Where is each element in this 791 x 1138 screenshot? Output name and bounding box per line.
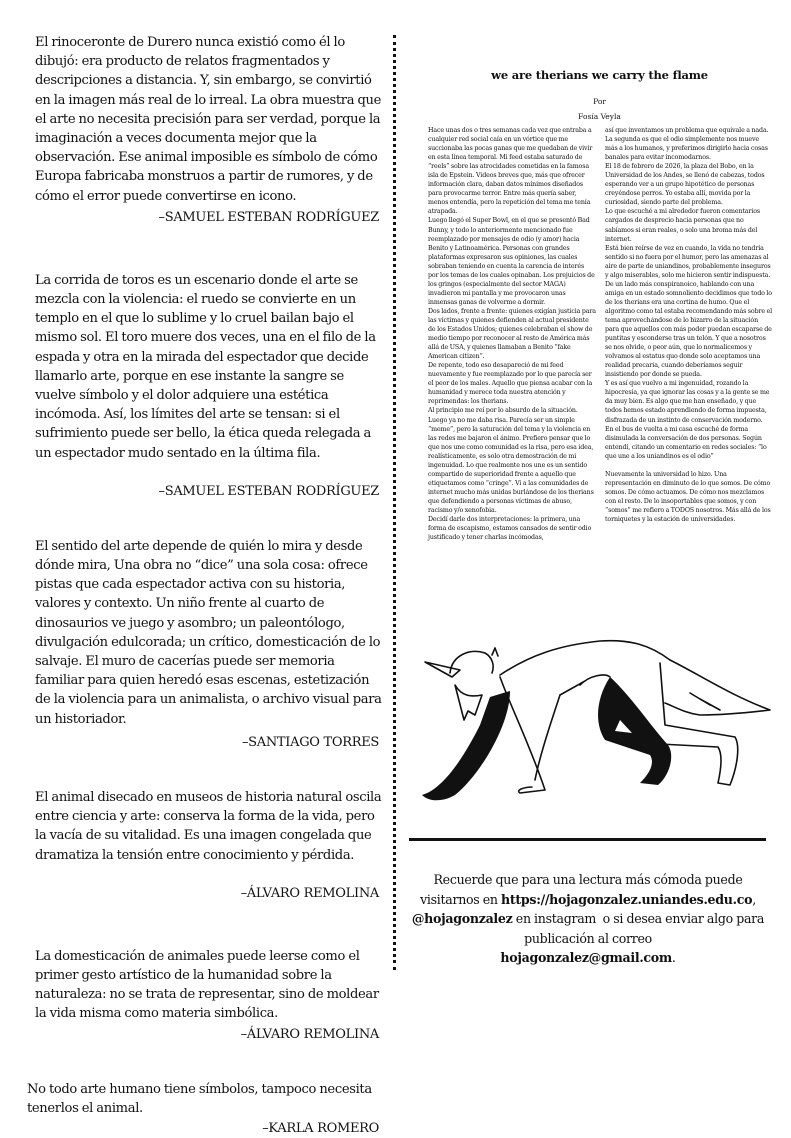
article-title: we are therians we carry the flame xyxy=(491,68,708,82)
paragraph: Y es así que vuelvo a mi ingenuidad, rozando la hipocresía, ya que ignorar las cosas y a la gente se me da muy bien. Es algo que me han enseñado, y que todos hemos estado aprendiendo de forma impuesta, disfrazada de un instinto de conservación moderno. xyxy=(605,380,770,424)
visit-prefix: visitarnos en xyxy=(420,891,502,907)
dark-leg xyxy=(598,677,671,785)
quote-text: No todo arte humano tiene símbolos, tampoco necesita tenerlos el animal. xyxy=(27,1081,372,1116)
quote-text: La domesticación de animales puede leerse como el primer gesto artístico de la humanidad sobre la naturaleza: no se trata de representar, sino de moldear la vida misma como materia simbólica. xyxy=(35,948,379,1022)
comma: , xyxy=(752,891,756,907)
quote-author: –SAMUEL ESTEBAN RODRÍGUEZ xyxy=(158,483,379,499)
footer-line-4: publicación al correo xyxy=(524,930,652,946)
article-body xyxy=(428,126,773,542)
paragraph: Luego llegó el Super Bowl, en el que se presentó Bad Bunny, y todo lo anteriormente mencionado fue reemplazado por mensajes de odio (y amor) hacia Benito y Latinoamérica. Personas con grandes plataformas expresaron sus opiniones, las cuales sobraban teniendo en cuenta la carencia de interés por los temas de los cuales opinaban. Los prejuicios de los gringos (especialmente del sector MAGA) invadieron mi pantalla y me provocaron unas inmensas ganas de volverme a dormir. xyxy=(428,217,595,306)
quote-block xyxy=(35,947,385,1044)
dark-arm xyxy=(422,691,510,800)
quote-text: El animal disecado en museos de historia natural oscila entre ciencia y arte: conserva la forma de la vida, pero la vacía de su vitalidad. Es una imagen congelada que dramatiza la tensión entre conocimiento y pérdida. xyxy=(35,789,382,863)
byline-label: Por xyxy=(593,97,606,106)
paragraph: Lo que escuché a mi alrededor fueron comentarios cargados de desprecio hacia personas que no sabíamos si eran reales, o solo una broma más del internet. xyxy=(605,208,760,243)
paragraph: así que inventamos un problema que equivale a nada. La segunda es que el odio simplemente nos mueve más a los humanos, y preferimos dirigirlo hacia cosas banales para evitar incomodarnos. xyxy=(605,127,769,162)
paragraph: De un lado más conspiranoico, hablando con una amiga en un estado somnoliento decidimos que todo lo de los therians era una cortina de humo. Que el algoritmo como tal estaba recomendando más sobre el tema aprovechándose de lo bizarro de la situación para que aquellos con más poder puedan escaparse de puntitas y esconderse tras un telón. Y que a nosotros se nos olvide, o peor aún, que lo normalicemos y volvamos al estatus quo donde solo aceptamos una realidad precaria, cuando deberíamos seguir insistiendo por donde se pueda. xyxy=(605,280,773,379)
paragraph: El 18 de febrero de 2026, la plaza del Bobo, en la Universidad de los Andes, se llenó de cabezas, todos esperando ver a un grupo hipotético de personas creyéndose perros. Yo estaba allí, movida por la curiosidad, siendo parte del problema. xyxy=(605,163,765,207)
horizontal-rule xyxy=(409,838,766,841)
paragraph: De repente, todo eso desapareció de mi feed nuevamente y fue reemplazado por lo que parecía ser el peor de los males. Aquello que piensa acabar con la humanidad y merece toda nuestra atención y reprimendas: los therians. xyxy=(428,362,593,406)
instagram-text: en instagram o si desea enviar algo para xyxy=(512,911,765,926)
paragraph: Está bien reírse de vez en cuando, la vida no tendría sentido si no fuera por el humor, pero las amenazas al aire de parte de uniandinos, probablemente inseguros y algo miserables, solo me hicieron sentir indispuesta. xyxy=(605,244,771,279)
quote-block xyxy=(35,788,385,903)
article-column-2 xyxy=(605,126,773,542)
dotted-divider xyxy=(393,35,399,970)
quote-author: –ÁLVARO REMOLINA xyxy=(240,1026,379,1042)
quote-text: El sentido del arte depende de quién lo mira y desde dónde mira, Una obra no “dice” una sola cosa: ofrece pistas que cada espectador activa con su historia, valores y contexto. Un niño frente al cuarto de dinosaurios ve juego y asombro; un paleontólogo, divulgación edulcorada; un crítico, domesticación de lo salvaje. El muro de cacerías puede ser memoria familiar para quien heredó esas escenas, estetización de la violencia para un animalista, o archivo visual para un historiador. xyxy=(35,538,382,727)
quote-text: La corrida de toros es un escenario donde el arte se mezcla con la violencia: el ruedo se convierte en un templo en el que lo sublime y lo cruel bailan bajo el mismo sol. El toro muere dos veces, una en el filo de la espada y otra en la mirada del espectador que decide llamarlo arte, porque en ese instante la sangre se vuelve símbolo y el dolor adquiere una estética incómoda. Así, los límites del arte se tensan: si el sufrimiento puede ser bello, la ética queda relegada a un espectador mudo sentado en la última fila. xyxy=(35,272,376,461)
paragraph: En el bus de vuelta a mi casa escuché de forma disimulada la conversación de dos personas. Según entendí, citando un comentario en redes sociales: “lo que une a los uniandinos es el odio” xyxy=(605,425,767,460)
quote-block xyxy=(35,271,385,501)
footer-line-3 xyxy=(410,909,766,929)
article-column-1 xyxy=(428,126,596,542)
paragraph: Al principio me reí por lo absurdo de la situación. Luego ya no me daba risa. Parecía ser un simple “meme”, pero la saturación del tema y la violencia en las redes me bajaron el ánimo. Prefiero pensar que lo que nos une como comunidad es la risa, pero esa idea, realísticamente, es solo otra demostración de mi ingenuidad. Lo que realmente nos une es un sentido compartido de superioridad frente a aquello que etiquetamos como “cringe”. Vi a las comunidades de internet mucho más unidas burlándose de los therians que defendiendo a personas víctimas de abuso, racismo y/o xenofobia. xyxy=(428,407,594,514)
therian-illustration xyxy=(400,615,772,820)
quote-block xyxy=(35,33,385,227)
quote-author: –ÁLVARO REMOLINA xyxy=(240,885,379,901)
ear-shape xyxy=(425,662,460,677)
head-bow xyxy=(492,648,498,656)
quote-block xyxy=(27,1080,385,1138)
instagram-handle[interactable]: @hojagonzalez xyxy=(411,911,513,926)
quote-block xyxy=(35,537,385,752)
footer-line-5 xyxy=(410,948,766,968)
period: . xyxy=(671,950,676,965)
footer-line-2 xyxy=(410,890,766,910)
quotes-column xyxy=(27,33,385,1138)
paragraph: Dos lados, frente a frente: quienes exigían justicia para las víctimas y quienes defienden al actual presidente de los Estados Unidos; quienes celebraban el show de medio tiempo por reconocer al resto de América más allá de USA, y quienes llamaban a Benito “fake American citizen”. xyxy=(428,307,596,361)
article-header xyxy=(428,68,771,124)
quote-author: –SANTIAGO TORRES xyxy=(241,734,379,750)
quote-author: –SAMUEL ESTEBAN RODRÍGUEZ xyxy=(158,209,379,225)
footer-notice xyxy=(410,870,766,968)
paragraph: Nuevamente la universidad lo hizo. Una representación en diminuto de lo que somos. De cómo somos. De cómo actuamos. De cómo nos mezclamos con el resto. De lo insoportables que somos, y con “somos” me refiero a TODOS nosotros. Más allá de los torniquetes y la estación de universidades. xyxy=(605,470,771,523)
footer-line-1: Recuerde que para una lectura más cómoda puede xyxy=(433,872,743,887)
paragraph: Decidí darle dos interpretaciones: la primera, una forma de escapismo, estamos cansados de sentir odio justificado y tener charlas incómodas, xyxy=(428,516,592,542)
quote-author: –KARLA ROMERO xyxy=(262,1120,379,1136)
quote-text: El rinoceronte de Durero nunca existió como él lo dibujó: era producto de relatos fragmentados y descripciones a distancia. Y, sin embargo, se convirtió en la imagen más real de lo irreal. La obra muestra que el arte no necesita precisión para ser verdad, porque la imaginación a veces documenta mejor que la observación. Ese animal imposible es símbolo de cómo Europa fabricaba monstruos a partir de rumores, y de cómo el error puede convertirse en icono. xyxy=(35,35,381,204)
website-link[interactable]: https://hojagonzalez.uniandes.edu.co xyxy=(501,891,753,907)
article-author: Fosía Veyla xyxy=(578,112,621,121)
email-link[interactable]: hojagonzalez@gmail.com xyxy=(500,950,672,965)
paragraph: Hace unas dos o tres semanas cada vez que entraba a cualquier red social caía en un vórtice que me succionaba las pocas ganas que me quedaban de vivir en esta línea temporal. Mi feed estaba saturado de “reels” sobre las atrocidades cometidas en la famosa isla de Epstein. Videos breves que, más que ofrecer información clara, daban datos mínimos diseñados para provocarme terror. Entre más quería saber, menos entendía, pero la repetición del tema me tenía atrapada. xyxy=(428,127,593,216)
